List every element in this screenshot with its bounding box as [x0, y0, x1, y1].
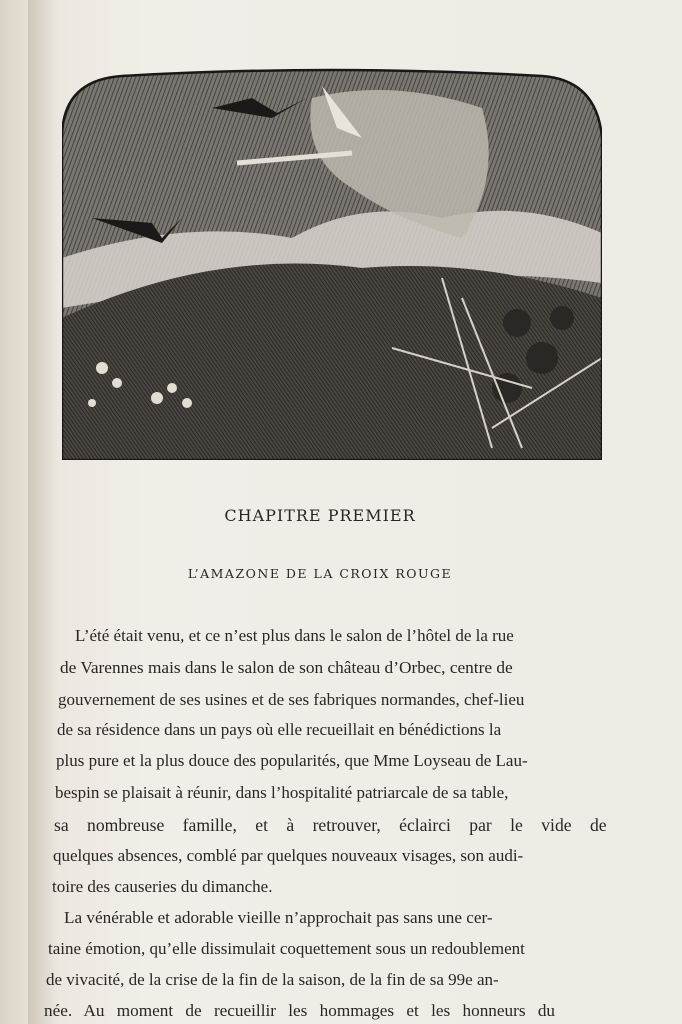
text-line: plus pure et la plus douce des popularités, que Mme Loyseau de Lau- — [56, 751, 528, 770]
text-line: née. Au moment de recueillir les hommages et les honneurs du — [44, 1001, 556, 1020]
text-line: La vénérable et adorable vieille n’approchait pas sans une cer- — [64, 908, 493, 927]
text-line: de Varennes mais dans le salon de son château d’Orbec, centre de — [60, 658, 513, 677]
section-title: L’AMAZONE DE LA CROIX ROUGE — [187, 566, 453, 581]
text-line: sa nombreuse famille, et à retrouver, éclairci par le vide de — [54, 815, 607, 835]
text-line: gouvernement de ses usines et de ses fabriques normandes, chef-lieu — [58, 690, 525, 709]
text-line: de vivacité, de la crise de la fin de la saison, de la fin de sa 99e an- — [46, 970, 499, 989]
text-line: quelques absences, comblé par quelques nouveaux visages, son audi- — [53, 846, 524, 865]
engraving-illustration — [62, 68, 602, 460]
text-line: toire des causeries du dimanche. — [52, 877, 273, 896]
text-line: L’été était venu, et ce n’est plus dans le salon de l’hôtel de la rue — [75, 626, 514, 645]
text-line: taine émotion, qu’elle dissimulait coquettement sous un redoublement — [48, 939, 525, 958]
text-line: bespin se plaisait à réunir, dans l’hospitalité patriarcale de sa table, — [55, 783, 509, 802]
chapter-title: CHAPITRE PREMIER — [224, 506, 416, 525]
text-line: de sa résidence dans un pays où elle recueillait en bénédictions la — [57, 720, 502, 739]
